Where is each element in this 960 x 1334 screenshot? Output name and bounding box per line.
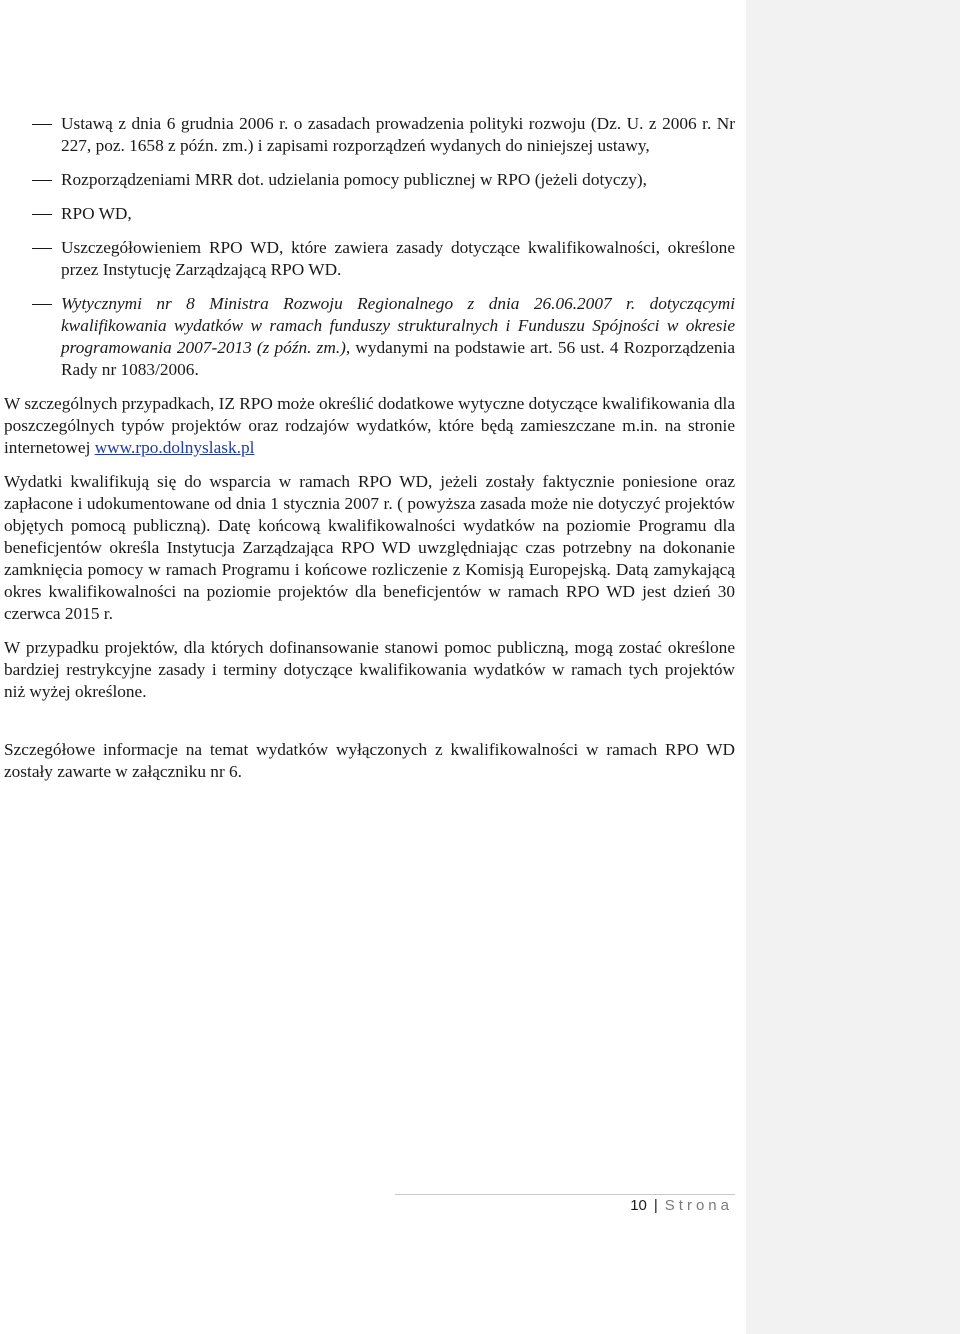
- bullet-item: [4, 237, 735, 281]
- bullet-item: [4, 203, 735, 225]
- paragraph-guidelines-text: W szczególnych przypadkach, IZ RPO może określić dodatkowe wytyczne dotyczące kwalifikowania dla poszczególnych typów projektów oraz rodzajów wydatków, które będą zamieszczane m.in. na stronie internetowej: [4, 394, 735, 457]
- bullet-text: Uszczegółowieniem RPO WD, które zawiera zasady dotyczące kwalifikowalności, określone przez Instytucję Zarządzającą RPO WD.: [61, 238, 735, 279]
- footer-divider: [395, 1194, 735, 1195]
- dash-bullet-icon: [4, 113, 61, 157]
- bullet-item: [4, 113, 735, 157]
- bullet-text: Rozporządzeniami MRR dot. udzielania pomocy publicznej w RPO (jeżeli dotyczy),: [61, 170, 647, 189]
- page-number: 10: [630, 1197, 647, 1214]
- page-content: [4, 113, 735, 795]
- bullet-text: RPO WD,: [61, 204, 132, 223]
- paragraph-guidelines: [4, 393, 735, 459]
- website-link[interactable]: www.rpo.dolnyslask.pl: [94, 438, 255, 457]
- footer-label: Strona: [664, 1197, 733, 1214]
- bullet-item: [4, 293, 735, 381]
- dash-bullet-icon: [4, 293, 61, 381]
- paragraph-eligibility: Wydatki kwalifikują się do wsparcia w ramach RPO WD, jeżeli zostały faktycznie poniesione oraz zapłacone i udokumentowane od dnia 1 stycznia 2007 r. ( powyższa zasada może nie dotyczyć projektów objętych pomocą publiczną). Datę końcową kwalifikowalności wydatków na poziomie Programu dla beneficjentów określa Instytucja Zarządzająca RPO WD uwzględniając czas potrzebny na dokonanie zamknięcia pomocy w ramach Programu i końcowe rozliczenie z Komisją Europejską. Datą zamykającą okres kwalifikowalności na poziomie projektów dla beneficjentów w ramach RPO WD jest dzień 30 czerwca 2015 r.: [4, 472, 735, 623]
- dash-bullet-icon: [4, 237, 61, 281]
- dash-bullet-icon: [4, 169, 61, 191]
- paragraph-annex: Szczegółowe informacje na temat wydatków wyłączonych z kwalifikowalności w ramach RPO WD zostały zawarte w załączniku nr 6.: [4, 740, 735, 781]
- bullet-normal-text: , wydanymi na podstawie art. 56 ust. 4 Rozporządzenia Rady nr 1083/2006.: [61, 338, 735, 379]
- footer-separator: |: [653, 1197, 658, 1214]
- bullet-italic-text: Wytycznymi nr 8 Ministra Rozwoju Regionalnego z dnia 26.06.2007 r. dotyczącymi kwalifikowania wydatków w ramach funduszy strukturalnych i Funduszu Spójności w okresie programowania 2007-2013 (z późn. zm.): [61, 294, 735, 357]
- page-footer: [630, 1197, 733, 1214]
- dash-bullet-icon: [4, 203, 61, 225]
- bullet-item: [4, 169, 735, 191]
- comment-margin-pane: [746, 0, 960, 1334]
- bullet-text: Ustawą z dnia 6 grudnia 2006 r. o zasadach prowadzenia polityki rozwoju (Dz. U. z 2006 r. Nr 227, poz. 1658 z późn. zm.) i zapisami rozporządzeń wydanych do niniejszej ustawy,: [61, 114, 735, 155]
- bullet-text: [61, 293, 735, 381]
- paragraph-state-aid: W przypadku projektów, dla których dofinansowanie stanowi pomoc publiczną, mogą zostać określone bardziej restrykcyjne zasady i terminy dotyczące kwalifikowania wydatków w ramach tych projektów niż wyżej określone.: [4, 638, 735, 701]
